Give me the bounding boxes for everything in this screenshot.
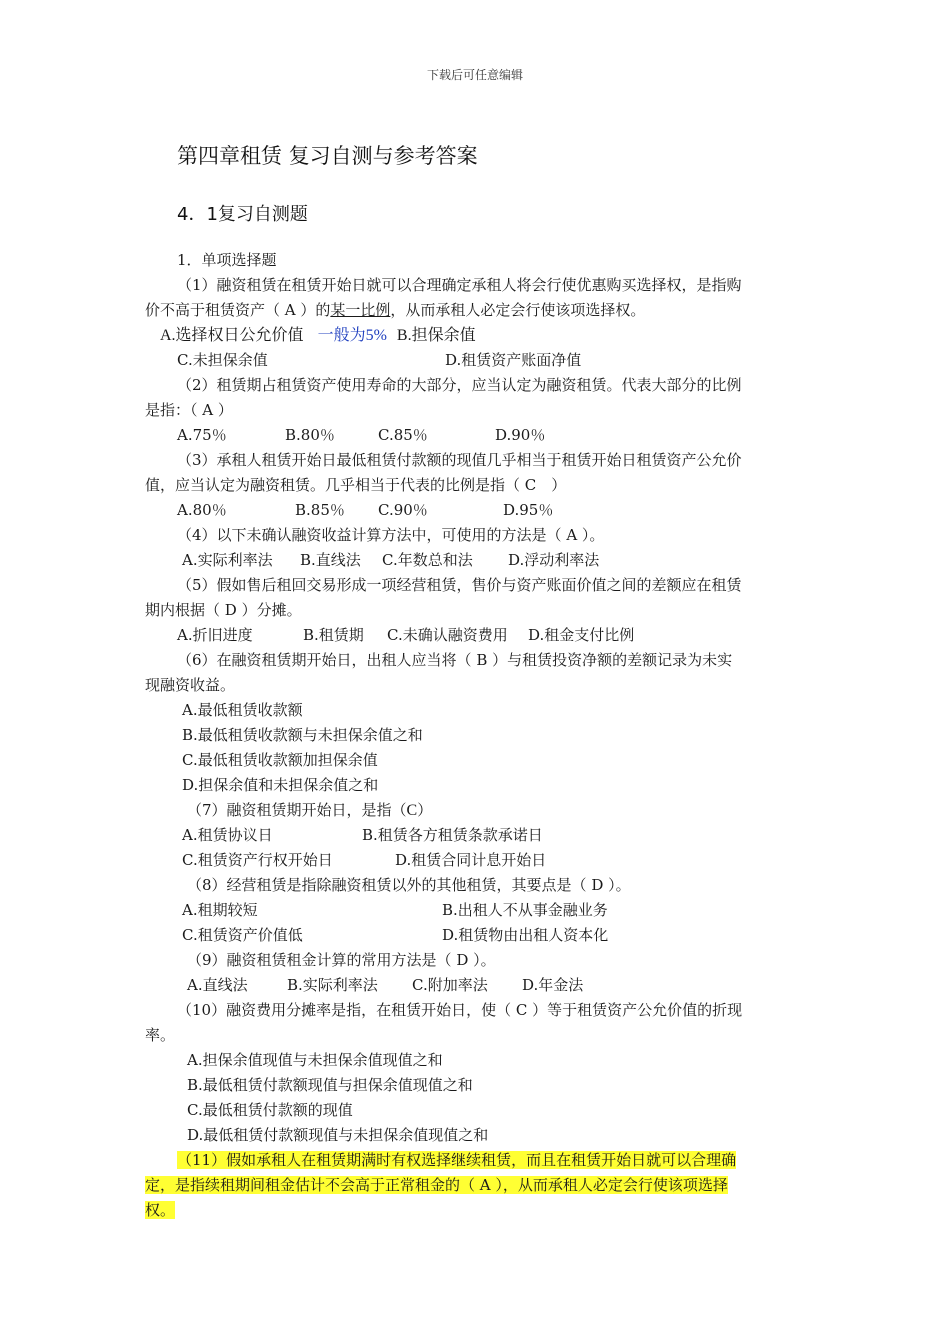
q3-line-1: （3）承租人租赁开始日最低租赁付款额的现值几乎相当于租赁开始日租赁资产公允价 — [177, 451, 742, 469]
q9-option-a: A.直线法 — [187, 976, 248, 994]
q1-line-2 — [145, 300, 645, 320]
q11-highlight-2: 定，是指续租期间租金估计不会高于正常租金的（ A ），从而承租人必定会行使该项选择 — [145, 1176, 728, 1194]
q7-answer: C — [406, 802, 418, 819]
q3-option-a: A.80％ — [177, 501, 227, 519]
q8-option-b: B.出租人不从事金融业务 — [442, 901, 608, 919]
q2-option-d: D.90％ — [495, 426, 546, 444]
q1-line-1: （1）融资租赁在租赁开始日就可以合理确定承租人将会行使优惠购买选择权，是指购 — [177, 276, 742, 294]
q7-option-c: C.租赁资产行权开始日 — [182, 851, 333, 869]
q1-underlined: 某一比例 — [330, 301, 391, 319]
q11-line-3 — [145, 1200, 175, 1220]
q4-option-a: A.实际利率法 — [182, 551, 273, 569]
q1-text-a: 价不高于租赁资产（ A ）的 — [145, 301, 331, 319]
q5-option-b: B.租赁期 — [303, 626, 364, 644]
q7-option-d: D.租赁合同计息开始日 — [395, 851, 547, 869]
q11-line-2 — [145, 1175, 728, 1195]
q4-option-d: D.浮动利率法 — [508, 551, 600, 569]
section-title: 4．1复习自测题 — [177, 204, 308, 225]
q8-option-a: A.租期较短 — [182, 901, 258, 919]
q4-option-c: C.年数总和法 — [382, 551, 473, 569]
q7-option-a: A.租赁协议日 — [182, 826, 273, 844]
q5-option-c: C.未确认融资费用 — [387, 626, 508, 644]
q9-option-d: D.年金法 — [522, 976, 584, 994]
page-header: 下载后可任意编辑 — [426, 68, 523, 82]
q3-option-c: C.90％ — [378, 501, 428, 519]
q1-option-a: A.选择权日公允价值 — [160, 327, 304, 344]
q10-option-d: D.最低租赁付款额现值与未担保余值现值之和 — [187, 1126, 489, 1144]
q1-option-d: D.租赁资产账面净值 — [445, 351, 582, 369]
q11-line-1 — [177, 1150, 736, 1170]
q2-option-c: C.85％ — [378, 426, 428, 444]
q5-line-1: （5）假如售后租回交易形成一项经营租赁，售价与资产账面价值之间的差额应在租赁 — [177, 576, 742, 594]
q1-options-ab — [160, 325, 476, 346]
q3-option-b: B.85％ — [295, 501, 345, 519]
q2-line-1: （2）租赁期占租赁资产使用寿命的大部分，应当认定为融资租赁。代表大部分的比例 — [177, 376, 742, 394]
q5-option-a: A.折旧进度 — [177, 626, 253, 644]
q6-option-a: A.最低租赁收款额 — [182, 701, 303, 719]
q11-highlight-1: （11）假如承租人在租赁期满时有权选择继续租赁，而且在租赁开始日就可以合理确 — [177, 1151, 737, 1169]
q6-option-c: C.最低租赁收款额加担保余值 — [182, 751, 378, 769]
q2-line-2: 是指：（ A ） — [145, 401, 233, 419]
q7-text-end: ） — [417, 801, 433, 819]
q10-line-2: 率。 — [145, 1026, 176, 1044]
q1-text-b: ，从而承租人必定会行使该项选择权。 — [390, 301, 646, 319]
q2-option-b: B.80％ — [285, 426, 335, 444]
q4-option-b: B.直线法 — [300, 551, 361, 569]
q3-line-2: 值，应当认定为融资租赁。几乎相当于代表的比例是指（ C ） — [145, 476, 567, 494]
q6-option-b: B.最低租赁收款额与未担保余值之和 — [182, 726, 423, 744]
q7-line-1 — [187, 800, 432, 821]
q6-option-d: D.担保余值和未担保余值之和 — [182, 776, 379, 794]
q1-option-c: C.未担保余值 — [177, 351, 268, 369]
q6-line-1: （6）在融资租赁期开始日，出租人应当将（ B ）与租赁投资净额的差额记录为未实 — [177, 651, 733, 669]
q9-option-c: C.附加率法 — [412, 976, 488, 994]
q11-highlight-3: 权。 — [145, 1201, 176, 1219]
q4-line-1: （4）以下未确认融资收益计算方法中，可使用的方法是（ A ）。 — [177, 526, 605, 544]
q8-option-c: C.租赁资产价值低 — [182, 926, 303, 944]
q3-option-d: D.95％ — [503, 501, 554, 519]
q6-line-2: 现融资收益。 — [145, 676, 236, 694]
question-type-heading: 1．单项选择题 — [177, 251, 277, 269]
q7-text: （7）融资租赁期开始日，是指（ — [187, 801, 407, 819]
q8-option-d: D.租赁物由出租人资本化 — [442, 926, 609, 944]
q5-option-d: D.租金支付比例 — [528, 626, 635, 644]
q7-option-b: B.租赁各方租赁条款承诺日 — [362, 826, 543, 844]
q1-option-b: B.担保余值 — [396, 327, 476, 344]
q5-line-2: 期内根据（ D ）分摊。 — [145, 601, 302, 619]
q10-option-b: B.最低租赁付款额现值与担保余值现值之和 — [187, 1076, 473, 1094]
q10-option-a: A.担保余值现值与未担保余值现值之和 — [187, 1051, 443, 1069]
q10-line-1: （10）融资费用分摊率是指，在租赁开始日，使（ C ）等于租赁资产公允价值的折现 — [177, 1001, 743, 1019]
q9-line-1: （9）融资租赁租金计算的常用方法是（ D ）。 — [187, 951, 496, 969]
q10-option-c: C.最低租赁付款额的现值 — [187, 1101, 353, 1119]
chapter-title: 第四章租赁 复习自测与参考答案 — [177, 144, 478, 168]
q8-line-1: （8）经营租赁是指除融资租赁以外的其他租赁，其要点是（ D ）。 — [187, 876, 631, 894]
q1-note: 一般为5% — [317, 327, 387, 344]
q9-option-b: B.实际利率法 — [287, 976, 378, 994]
q2-option-a: A.75％ — [177, 426, 227, 444]
